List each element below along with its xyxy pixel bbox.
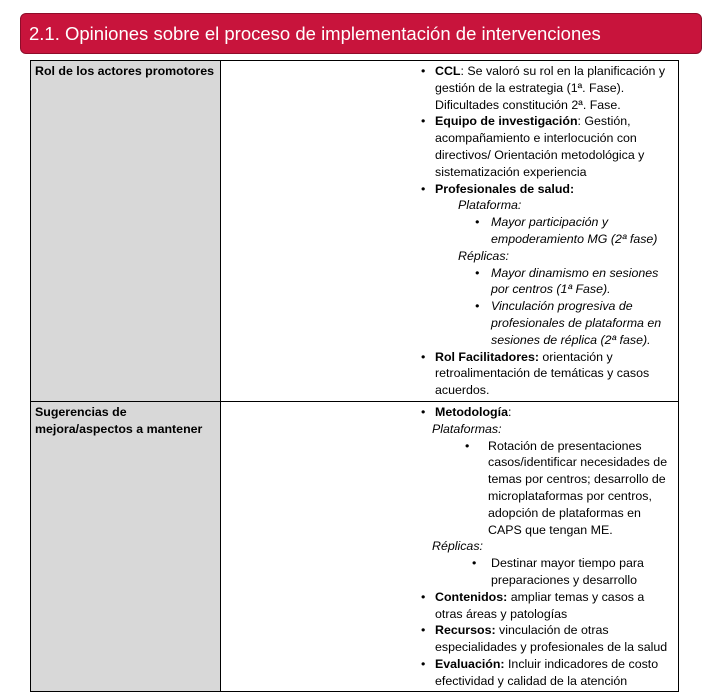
item-term: Rol Facilitadores: bbox=[435, 349, 539, 364]
item-term: Metodología bbox=[435, 404, 508, 419]
bullet-icon: • bbox=[421, 349, 426, 364]
sub-item-text: Vinculación progresiva de profesionales de plataforma en sesiones de réplica (2ª fase). bbox=[491, 299, 662, 347]
list-item bbox=[418, 622, 672, 656]
sub-item-text: Mayor participación y empoderamiento MG (2ª fase) bbox=[491, 215, 658, 246]
title-bar bbox=[20, 13, 702, 54]
list-item bbox=[418, 656, 672, 690]
item-term: Recursos: bbox=[435, 623, 496, 638]
list-item bbox=[418, 181, 672, 349]
sub-list-item bbox=[435, 214, 672, 248]
item-term: CCL bbox=[435, 64, 461, 78]
row-label: Rol de los actores promotores bbox=[31, 61, 221, 402]
row-content bbox=[221, 61, 679, 402]
list-item bbox=[418, 589, 672, 623]
bullet-icon: • bbox=[421, 589, 426, 604]
item-text: orientación y retroalimentación de temáticas y casos acuerdos. bbox=[435, 349, 650, 398]
opinions-table bbox=[30, 60, 679, 692]
sub-heading: Plataformas: bbox=[432, 421, 502, 436]
table-row bbox=[31, 61, 679, 402]
item-text: vinculación de otras especialidades y profesionales de la salud bbox=[435, 623, 668, 655]
sub-list-item bbox=[418, 555, 672, 589]
sub-item-text: Mayor dinamismo en sesiones por centros (1ª Fase). bbox=[491, 265, 659, 297]
sub-list-item bbox=[418, 438, 672, 539]
bullet-icon: • bbox=[465, 438, 470, 453]
sub-list-item bbox=[435, 265, 672, 299]
item-text: : Se valoró su rol en la planificación y gestión de la estrategia (1ª. Fase). Dificultades constitución 2ª. Fase. bbox=[435, 64, 666, 112]
bullet-icon: • bbox=[472, 556, 477, 571]
table-row bbox=[31, 401, 679, 692]
item-text: : Gestión, acompañamiento e interlocución con directivos/ Orientación metodológica y sistematización experiencia bbox=[435, 114, 645, 179]
bullet-icon: • bbox=[475, 265, 480, 280]
item-term: Evaluación: bbox=[435, 656, 505, 671]
bullet-icon: • bbox=[421, 404, 426, 419]
sub-list-item bbox=[435, 298, 672, 348]
bullet-icon: • bbox=[421, 623, 426, 638]
item-text: Incluir indicadores de costo efectividad y calidad de la atención bbox=[435, 656, 659, 688]
bullet-icon: • bbox=[475, 215, 480, 230]
bullet-icon: • bbox=[421, 181, 426, 196]
row-label: Sugerencias de mejora/aspectos a mantener bbox=[31, 401, 221, 692]
bullet-icon: • bbox=[421, 656, 426, 671]
list-item bbox=[418, 113, 672, 180]
sub-heading: Réplicas: bbox=[458, 248, 509, 263]
sub-item-text: Rotación de presentaciones casos/identificar necesidades de temas por centros; desarrollo de microplataformas por centros, adopción de plataformas en CAPS que tengan ME. bbox=[488, 438, 668, 537]
sub-item-text: Destinar mayor tiempo para preparaciones y desarrollo bbox=[491, 556, 644, 587]
row-content bbox=[221, 401, 679, 692]
item-term: Contenidos: bbox=[435, 589, 508, 604]
bullet-icon: • bbox=[421, 114, 426, 129]
item-text: ampliar temas y casos a otras áreas y patologías bbox=[435, 589, 645, 621]
item-term: Profesionales de salud: bbox=[435, 181, 575, 196]
item-text: : bbox=[507, 404, 512, 419]
list-item bbox=[418, 63, 672, 113]
page-title: 2.1. Opiniones sobre el proceso de implementación de intervenciones bbox=[29, 22, 601, 44]
bullet-icon: • bbox=[475, 299, 480, 314]
sub-heading: Réplicas: bbox=[432, 539, 483, 554]
list-item bbox=[418, 404, 672, 421]
sub-heading: Plataforma: bbox=[458, 198, 522, 213]
bullet-icon: • bbox=[421, 64, 426, 78]
list-item bbox=[418, 349, 672, 399]
item-term: Equipo de investigación bbox=[435, 114, 578, 129]
